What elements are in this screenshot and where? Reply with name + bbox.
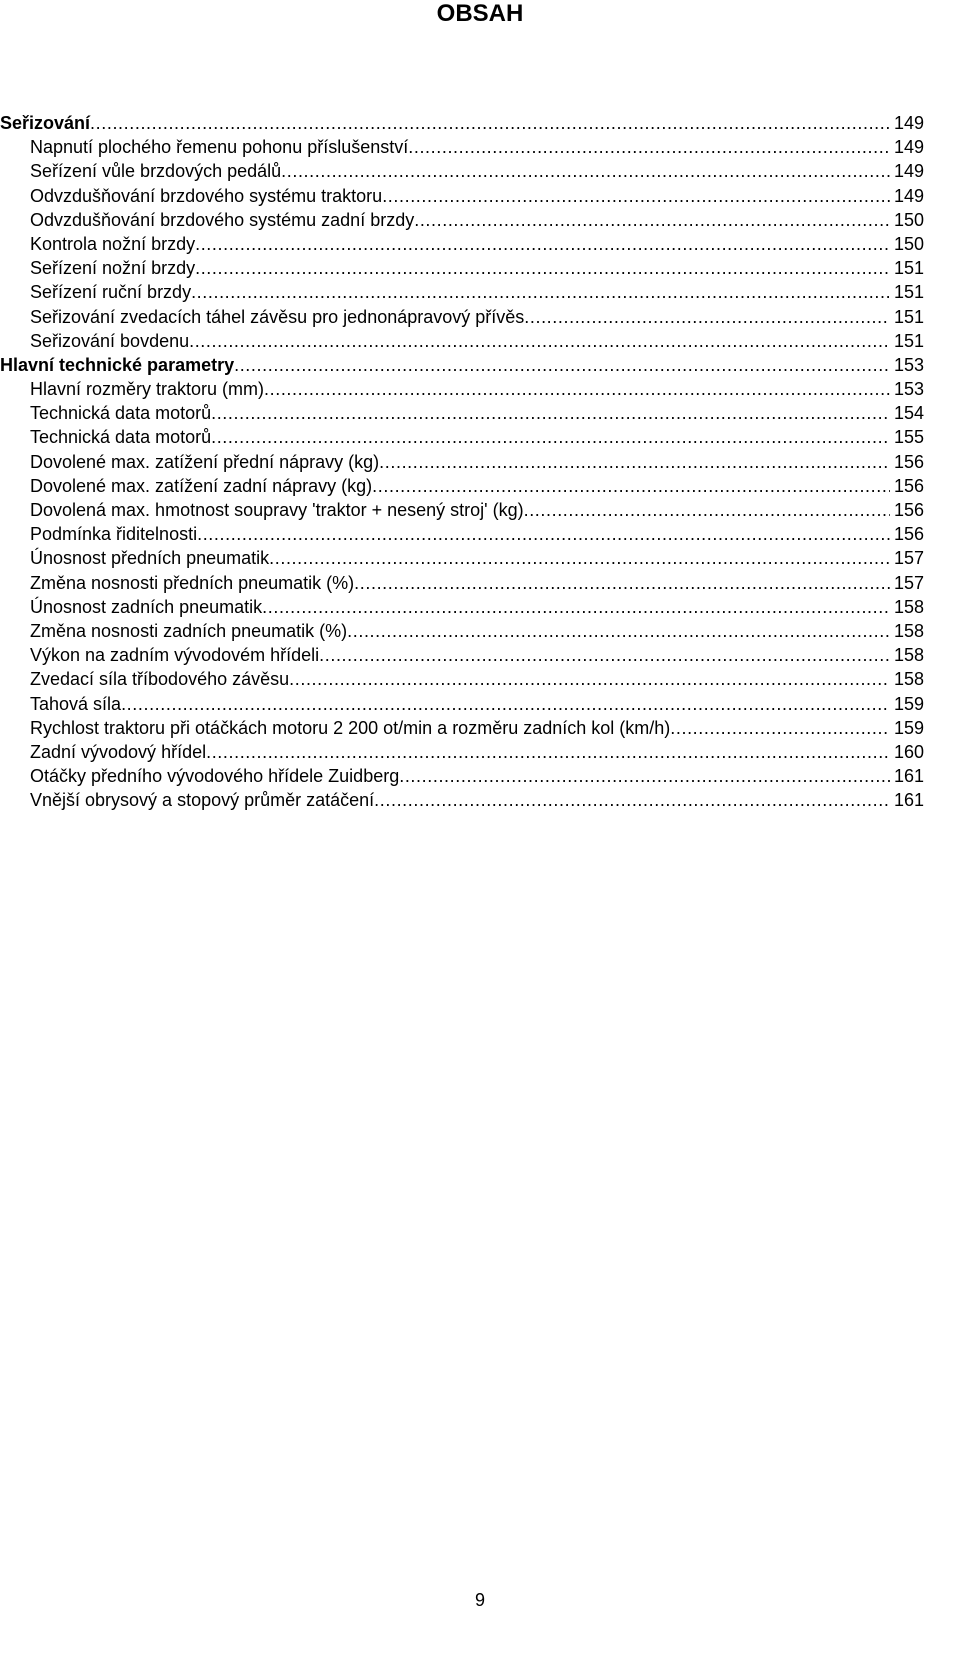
toc-entry-page: 149: [893, 161, 924, 182]
toc-dot-leader: [524, 498, 890, 522]
toc-entry-page: 157: [893, 548, 924, 569]
toc-entry-page: 154: [893, 403, 924, 424]
toc-dot-leader: [319, 643, 890, 667]
toc-entry-label: Odvzdušňování brzdového systému zadní brzdy: [30, 209, 415, 230]
toc-entry-label: Rychlost traktoru při otáčkách motoru 2 200 ot/min a rozměru zadních kol (km/h): [30, 717, 671, 738]
toc-dot-leader: [289, 667, 890, 691]
toc-entry-page: 157: [893, 572, 924, 593]
toc-entry[interactable]: [0, 425, 924, 449]
toc-entry-label: Hlavní technické parametry: [0, 354, 235, 375]
page-title: OBSAH: [436, 0, 524, 27]
toc-dot-leader: [670, 716, 890, 740]
toc-section-entry[interactable]: [0, 111, 924, 135]
toc-entry-page: 156: [893, 524, 924, 545]
toc-entry-label: Zadní vývodový hřídel: [30, 741, 207, 762]
toc-entry-page: 159: [893, 717, 924, 738]
toc-entry[interactable]: [0, 667, 924, 691]
toc-entry[interactable]: [0, 377, 924, 401]
toc-dot-leader: [262, 595, 890, 619]
toc-dot-leader: [191, 280, 890, 304]
toc-entry-page: 151: [893, 258, 924, 279]
toc-entry-label: Seřizování bovdenu: [30, 330, 190, 351]
toc-entry-label: Napnutí plochého řemenu pohonu příslušenství: [30, 137, 409, 158]
toc-entry-page: 150: [893, 209, 924, 230]
toc-entry-label: Seřizování zvedacích táhel závěsu pro jednonápravový přívěs: [30, 306, 525, 327]
toc-dot-leader: [347, 619, 890, 643]
toc-dot-leader: [374, 788, 890, 812]
table-of-contents: [0, 111, 924, 812]
toc-entry-label: Vnější obrysový a stopový průměr zatáčení: [30, 790, 375, 811]
toc-entry-page: 158: [893, 669, 924, 690]
toc-entry-page: 156: [893, 500, 924, 520]
toc-entry-page: 156: [893, 475, 924, 496]
toc-entry-label: Technická data motorů: [30, 403, 212, 424]
toc-entry-page: 161: [893, 766, 924, 787]
toc-entry-label: Změna nosnosti zadních pneumatik (%): [30, 620, 348, 641]
toc-entry-label: Otáčky předního vývodového hřídele Zuidberg: [30, 766, 400, 787]
toc-entry-page: 160: [893, 741, 924, 762]
toc-dot-leader: [382, 184, 890, 208]
toc-entry-page: 158: [893, 645, 924, 666]
toc-dot-leader: [197, 522, 890, 546]
toc-entry[interactable]: [0, 280, 924, 304]
toc-entry[interactable]: [0, 764, 924, 788]
toc-dot-leader: [281, 159, 890, 183]
toc-entry-label: Hlavní rozměry traktoru (mm): [30, 379, 265, 400]
page-number: 9: [474, 1590, 485, 1610]
toc-entry-page: 149: [893, 113, 924, 133]
toc-entry[interactable]: [0, 232, 924, 256]
toc-entry-page: 158: [893, 596, 924, 617]
toc-entry-label: Seřízení nožní brzdy: [30, 258, 196, 279]
toc-entry[interactable]: [0, 184, 924, 208]
toc-entry[interactable]: [0, 498, 924, 522]
toc-entry-page: 159: [893, 693, 924, 714]
toc-dot-leader: [90, 111, 890, 135]
toc-entry[interactable]: [0, 474, 924, 498]
toc-dot-leader: [206, 740, 890, 764]
toc-entry[interactable]: [0, 305, 924, 329]
toc-entry[interactable]: [0, 208, 924, 232]
toc-dot-leader: [372, 474, 890, 498]
toc-dot-leader: [195, 232, 890, 256]
toc-dot-leader: [211, 401, 890, 425]
toc-entry-page: 155: [893, 427, 924, 448]
toc-entry-page: 151: [893, 282, 924, 303]
toc-entry[interactable]: [0, 546, 924, 570]
toc-entry-label: Kontrola nožní brzdy: [30, 233, 196, 254]
toc-entry-label: Tahová síla: [30, 693, 122, 714]
toc-dot-leader: [121, 692, 890, 716]
toc-entry[interactable]: [0, 159, 924, 183]
toc-entry[interactable]: [0, 595, 924, 619]
toc-dot-leader: [379, 450, 890, 474]
toc-entry-page: 149: [893, 185, 924, 206]
toc-dot-leader: [269, 546, 890, 570]
toc-dot-leader: [399, 764, 890, 788]
toc-entry[interactable]: [0, 522, 924, 546]
toc-entry[interactable]: [0, 135, 924, 159]
toc-entry-label: Seřizování: [0, 113, 91, 133]
toc-dot-leader: [234, 353, 890, 377]
toc-dot-leader: [195, 256, 890, 280]
toc-entry[interactable]: [0, 643, 924, 667]
toc-entry-label: Zvedací síla tříbodového závěsu: [30, 669, 290, 690]
toc-entry-page: 153: [893, 354, 924, 375]
toc-entry[interactable]: [0, 256, 924, 280]
toc-entry-label: Dovolená max. hmotnost soupravy 'traktor + nesený stroj' (kg): [30, 500, 524, 520]
toc-entry-page: 150: [893, 233, 924, 254]
toc-section-entry[interactable]: [0, 353, 924, 377]
toc-entry-page: 151: [893, 306, 924, 327]
toc-entry[interactable]: [0, 740, 924, 764]
toc-entry[interactable]: [0, 401, 924, 425]
toc-dot-leader: [211, 425, 890, 449]
toc-dot-leader: [354, 571, 890, 595]
toc-entry-page: 161: [893, 790, 924, 811]
toc-entry[interactable]: [0, 571, 924, 595]
toc-entry-label: Únosnost předních pneumatik: [30, 548, 270, 569]
toc-dot-leader: [408, 135, 890, 159]
toc-entry-label: Dovolené max. zatížení zadní nápravy (kg): [30, 475, 373, 496]
toc-entry[interactable]: [0, 788, 924, 812]
toc-dot-leader: [524, 305, 890, 329]
toc-entry-label: Únosnost zadních pneumatik: [30, 596, 263, 617]
toc-dot-leader: [189, 329, 890, 353]
toc-entry-label: Výkon na zadním vývodovém hřídeli: [30, 645, 320, 666]
toc-entry-label: Odvzdušňování brzdového systému traktoru: [30, 185, 383, 206]
toc-entry[interactable]: [0, 716, 924, 740]
toc-entry-page: 149: [893, 137, 924, 158]
toc-entry-label: Dovolené max. zatížení přední nápravy (kg): [30, 451, 380, 472]
toc-entry-page: 158: [893, 620, 924, 641]
toc-entry-label: Změna nosnosti předních pneumatik (%): [30, 572, 355, 593]
toc-entry-label: Seřízení vůle brzdových pedálů: [30, 161, 282, 182]
toc-entry[interactable]: [0, 619, 924, 643]
toc-dot-leader: [264, 377, 890, 401]
toc-entry-page: 151: [893, 330, 924, 351]
toc-entry-label: Technická data motorů: [30, 427, 212, 448]
toc-entry[interactable]: [0, 692, 924, 716]
toc-entry-label: Seřízení ruční brzdy: [30, 282, 192, 303]
toc-entry[interactable]: [0, 329, 924, 353]
toc-entry-label: Podmínka řiditelnosti: [30, 524, 198, 545]
toc-dot-leader: [414, 208, 890, 232]
toc-entry-page: 156: [893, 451, 924, 472]
toc-entry-page: 153: [893, 379, 924, 400]
toc-entry[interactable]: [0, 450, 924, 474]
